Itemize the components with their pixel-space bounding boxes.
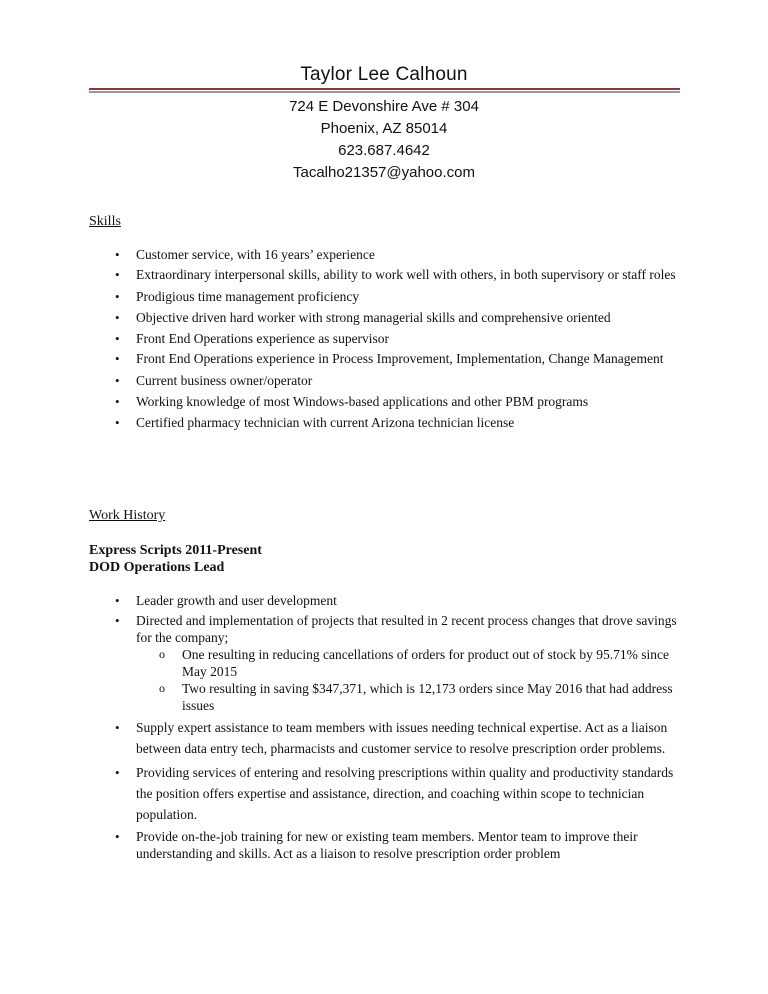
skill-item: • Certified pharmacy technician with current Arizona technician license [89,412,679,433]
duty-text: Providing services of entering and resolving prescriptions within quality and productivity standards the position offers expertise and assistance, direction, and coaching within scope to technician population. [136,765,674,822]
job-header [89,542,262,576]
city-line: Phoenix, AZ 85014 [320,120,448,137]
duty-sub-list [136,646,679,714]
company-name: Express Scripts 2011-Present [89,543,262,558]
work-duties-list [89,592,679,865]
duty-text: Provide on-the-job training for new or existing team members. Mentor team to improve their understanding and skills. Act as a liaison to resolve prescription order problem [136,829,638,861]
duty-item [89,717,679,759]
job-title: DOD Operations Lead [89,560,225,575]
skill-item: • Working knowledge of most Windows-based applications and other PBM programs [89,391,679,412]
duty-item [89,592,679,609]
skill-item: • Customer service, with 16 years’ experience [89,244,679,265]
contact-block [0,96,768,184]
duty-item [89,612,679,714]
skill-item: • Current business owner/operator [89,370,679,391]
duty-text: Supply expert assistance to team members with issues needing technical expertise. Act as a liaison between data entry tech, pharmacists and customer service to resolve prescription order problems. [136,720,668,756]
duty-text: Directed and implementation of projects that resulted in 2 recent process changes that drove savings for the company; [136,613,677,645]
header-divider [89,88,680,93]
skill-item: • Front End Operations experience as supervisor [89,328,679,349]
skills-list [89,244,679,433]
skill-item: • Prodigious time management proficiency [89,286,679,307]
skill-item: • Objective driven hard worker with strong managerial skills and comprehensive oriented [89,307,679,328]
duty-item [89,762,679,825]
email-address: Tacalho21357@yahoo.com [292,164,475,181]
address-line: 724 E Devonshire Ave # 304 [289,98,479,115]
skills-heading: Skills [89,214,121,229]
duty-sub-item: o Two resulting in saving $347,371, which is 12,173 orders since May 2016 that had address issues [136,680,679,714]
duty-sub-item: o One resulting in reducing cancellations of orders for product out of stock by 95.71% since May 2015 [136,646,679,680]
skill-item: • Front End Operations experience in Process Improvement, Implementation, Change Management [89,349,679,368]
skill-item: • Extraordinary interpersonal skills, ability to work well with others, in both supervisory or staff roles [89,265,679,284]
work-history-heading: Work History [89,508,166,523]
duty-text: Leader growth and user development [136,593,337,608]
resume-name: Taylor Lee Calhoun [300,64,468,85]
duty-item [89,828,679,862]
phone-number: 623.687.4642 [338,142,430,159]
